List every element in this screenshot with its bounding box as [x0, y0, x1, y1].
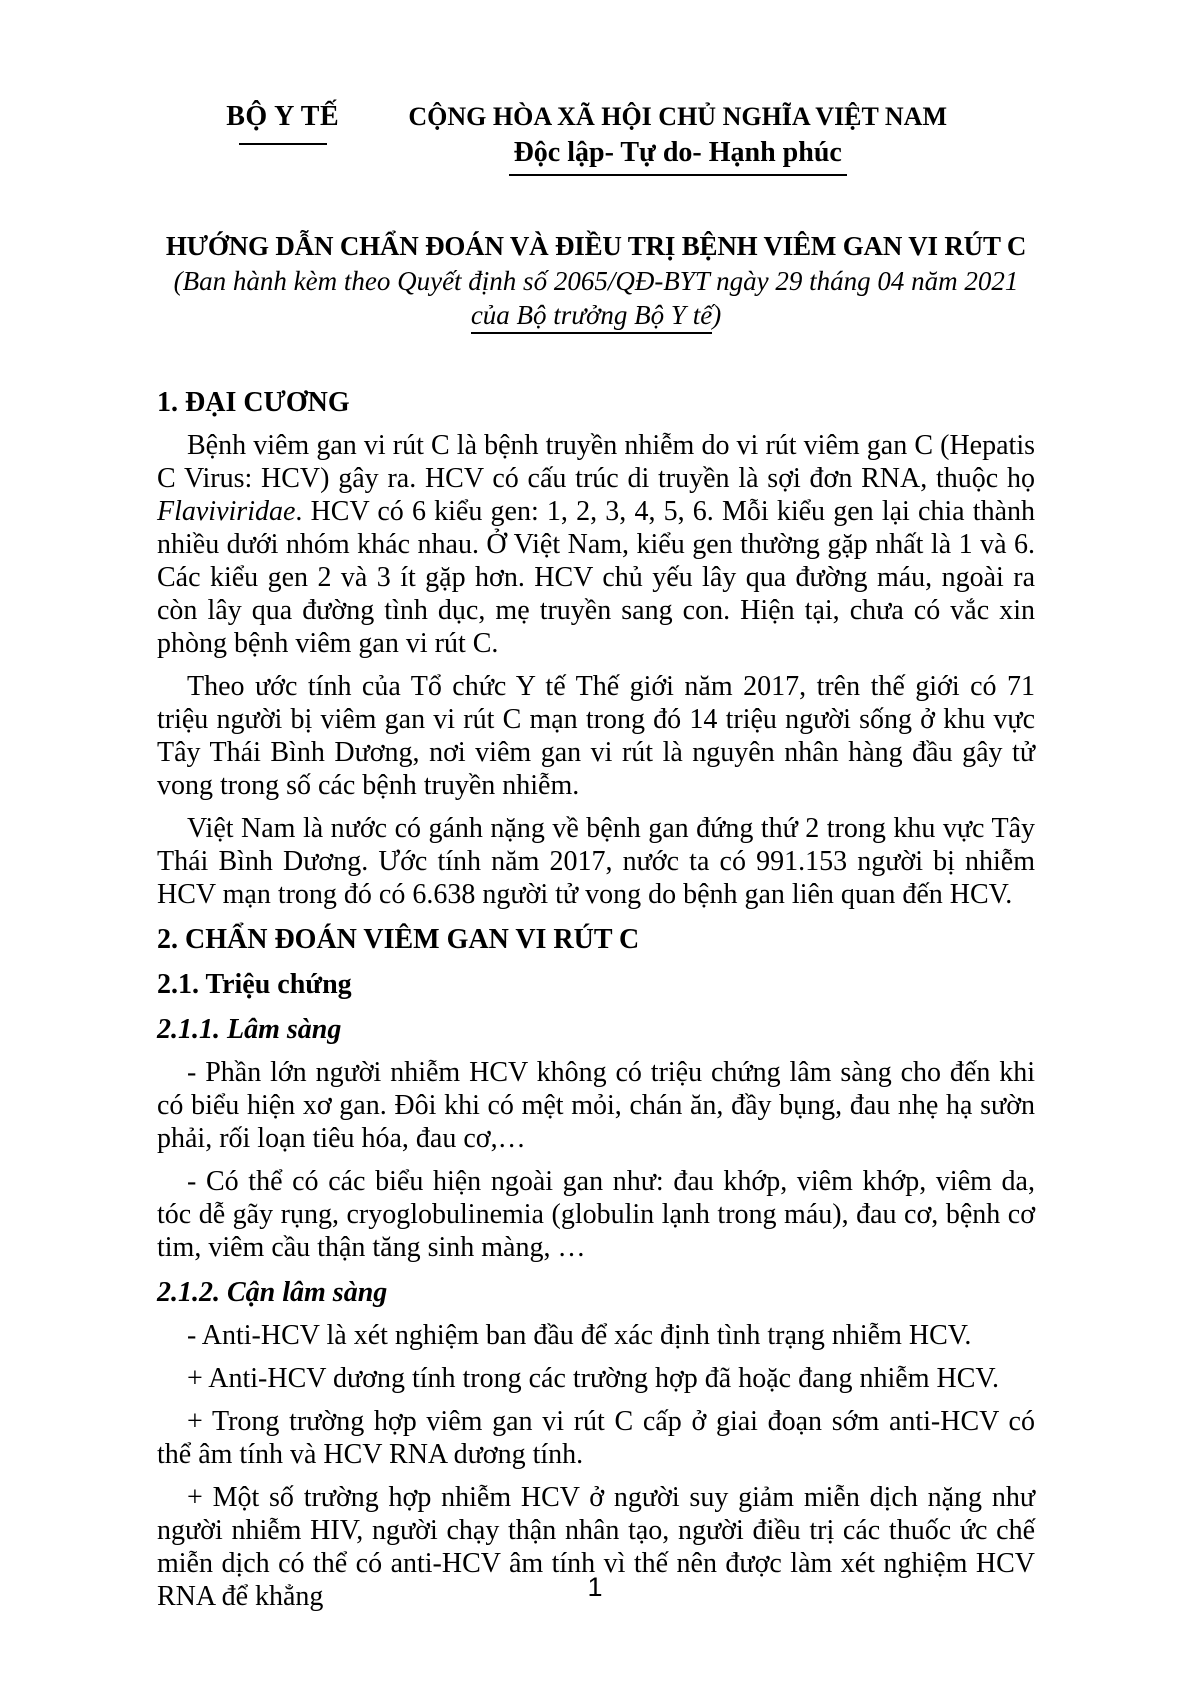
subtitle-closing-paren: ): [712, 300, 722, 330]
lab-test-paragraph-2: + Anti-HCV dương tính trong các trường hợp đã hoặc đang nhiễm HCV.: [187, 1363, 999, 1394]
paragraph-1-text-post: . HCV có 6 kiểu gen: 1, 2, 3, 4, 5, 6. Mỗi kiểu gen lại chia thành nhiều dưới nhóm khác nhau. Ở Việt Nam, kiểu gen thường gặp nhất là 1 và 6. Các kiểu gen 2 và 3 ít gặp hơn. HCV chủ yếu lây qua đường máu, ngoài ra còn lây qua đường tình dục, mẹ truyền sang con. Hiện tại, chưa có vắc xin phòng bệnh viêm gan vi rút C.: [157, 496, 1035, 659]
lab-test-paragraph-1: - Anti-HCV là xét nghiệm ban đầu để xác định tình trạng nhiễm HCV.: [187, 1320, 972, 1351]
section-1-paragraph-1: [157, 429, 1035, 660]
ministry-underline: [239, 143, 327, 145]
section-2-1-1-heading: 2.1.1. Lâm sàng: [157, 1014, 342, 1045]
subtitle-line-2: [157, 298, 1035, 332]
document-header: [157, 100, 1035, 176]
subtitle-line-1: (Ban hành kèm theo Quyết định số 2065/QĐ-BYT ngày 29 tháng 04 năm 2021: [173, 266, 1019, 296]
clinical-symptoms-paragraph-1: - Phần lớn người nhiễm HCV không có triệu chứng lâm sàng cho đến khi có biểu hiện xơ gan. Đôi khi có mệt mỏi, chán ăn, đầy bụng, đau nhẹ hạ sườn phải, rối loạn tiêu hóa, đau cơ,…: [157, 1057, 1035, 1154]
lab-test-paragraph-4: + Một số trường hợp nhiễm HCV ở người suy giảm miễn dịch nặng như người nhiễm HIV, người chạy thận nhân tạo, người điều trị các thuốc ức chế miễn dịch có thể có anti-HCV âm tính vì thế nên được làm xét nghiệm HCV RNA để khẳng: [157, 1482, 1035, 1612]
section-2-1-heading: 2.1. Triệu chứng: [157, 969, 352, 1000]
national-motto: Độc lập- Tự do- Hạnh phúc: [509, 137, 847, 176]
lab-test-paragraph-3: + Trong trường hợp viêm gan vi rút C cấp ở giai đoạn sớm anti-HCV có thể âm tính và HCV RNA dương tính.: [157, 1406, 1035, 1470]
section-2-heading: 2. CHẨN ĐOÁN VIÊM GAN VI RÚT C: [157, 924, 640, 955]
paragraph-1-text-pre: Bệnh viêm gan vi rút C là bệnh truyền nhiễm do vi rút viêm gan C (Hepatis C Virus: HCV) gây ra. HCV có cấu trúc di truyền là sợi đơn RNA, thuộc họ: [157, 430, 1035, 494]
virus-family-name: Flaviviridae: [157, 496, 296, 527]
document-subtitle: [157, 264, 1035, 332]
section-2-1-2-heading: 2.1.2. Cận lâm sàng: [157, 1277, 388, 1308]
section-1-paragraph-2: Theo ước tính của Tổ chức Y tế Thế giới năm 2017, trên thế giới có 71 triệu người bị viêm gan vi rút C mạn trong đó 14 triệu người sống ở khu vực Tây Thái Bình Dương, nơi viêm gan vi rút là nguyên nhân hàng đầu gây tử vong trong số các bệnh truyền nhiễm.: [157, 671, 1035, 801]
subtitle-underlined-part: của Bộ trưởng Bộ Y tế: [471, 300, 712, 334]
motto-line: [408, 137, 947, 176]
section-1-heading: 1. ĐẠI CƯƠNG: [157, 387, 350, 418]
section-1-paragraph-3: Việt Nam là nước có gánh nặng về bệnh gan đứng thứ 2 trong khu vực Tây Thái Bình Dương. Ước tính năm 2017, nước ta có 991.153 người bị nhiễm HCV mạn trong đó có 6.638 người tử vong do bệnh gan liên quan đến HCV.: [157, 813, 1035, 910]
ministry-name: BỘ Y TẾ: [226, 101, 340, 132]
national-header-block: [408, 100, 1035, 176]
issuing-agency-block: [157, 100, 408, 145]
clinical-symptoms-paragraph-2: - Có thể có các biểu hiện ngoài gan như: đau khớp, viêm khớp, viêm da, tóc dễ gãy rụng, cryoglobulinemia (globulin lạnh trong máu), đau cơ, bệnh cơ tim, viêm cầu thận tăng sinh màng, …: [157, 1166, 1035, 1263]
document-title: HƯỚNG DẪN CHẨN ĐOÁN VÀ ĐIỀU TRỊ BỆNH VIÊM GAN VI RÚT C: [165, 231, 1027, 261]
republic-title: CỘNG HÒA XÃ HỘI CHỦ NGHĨA VIỆT NAM: [408, 102, 947, 131]
page-number: 1: [587, 1572, 603, 1602]
